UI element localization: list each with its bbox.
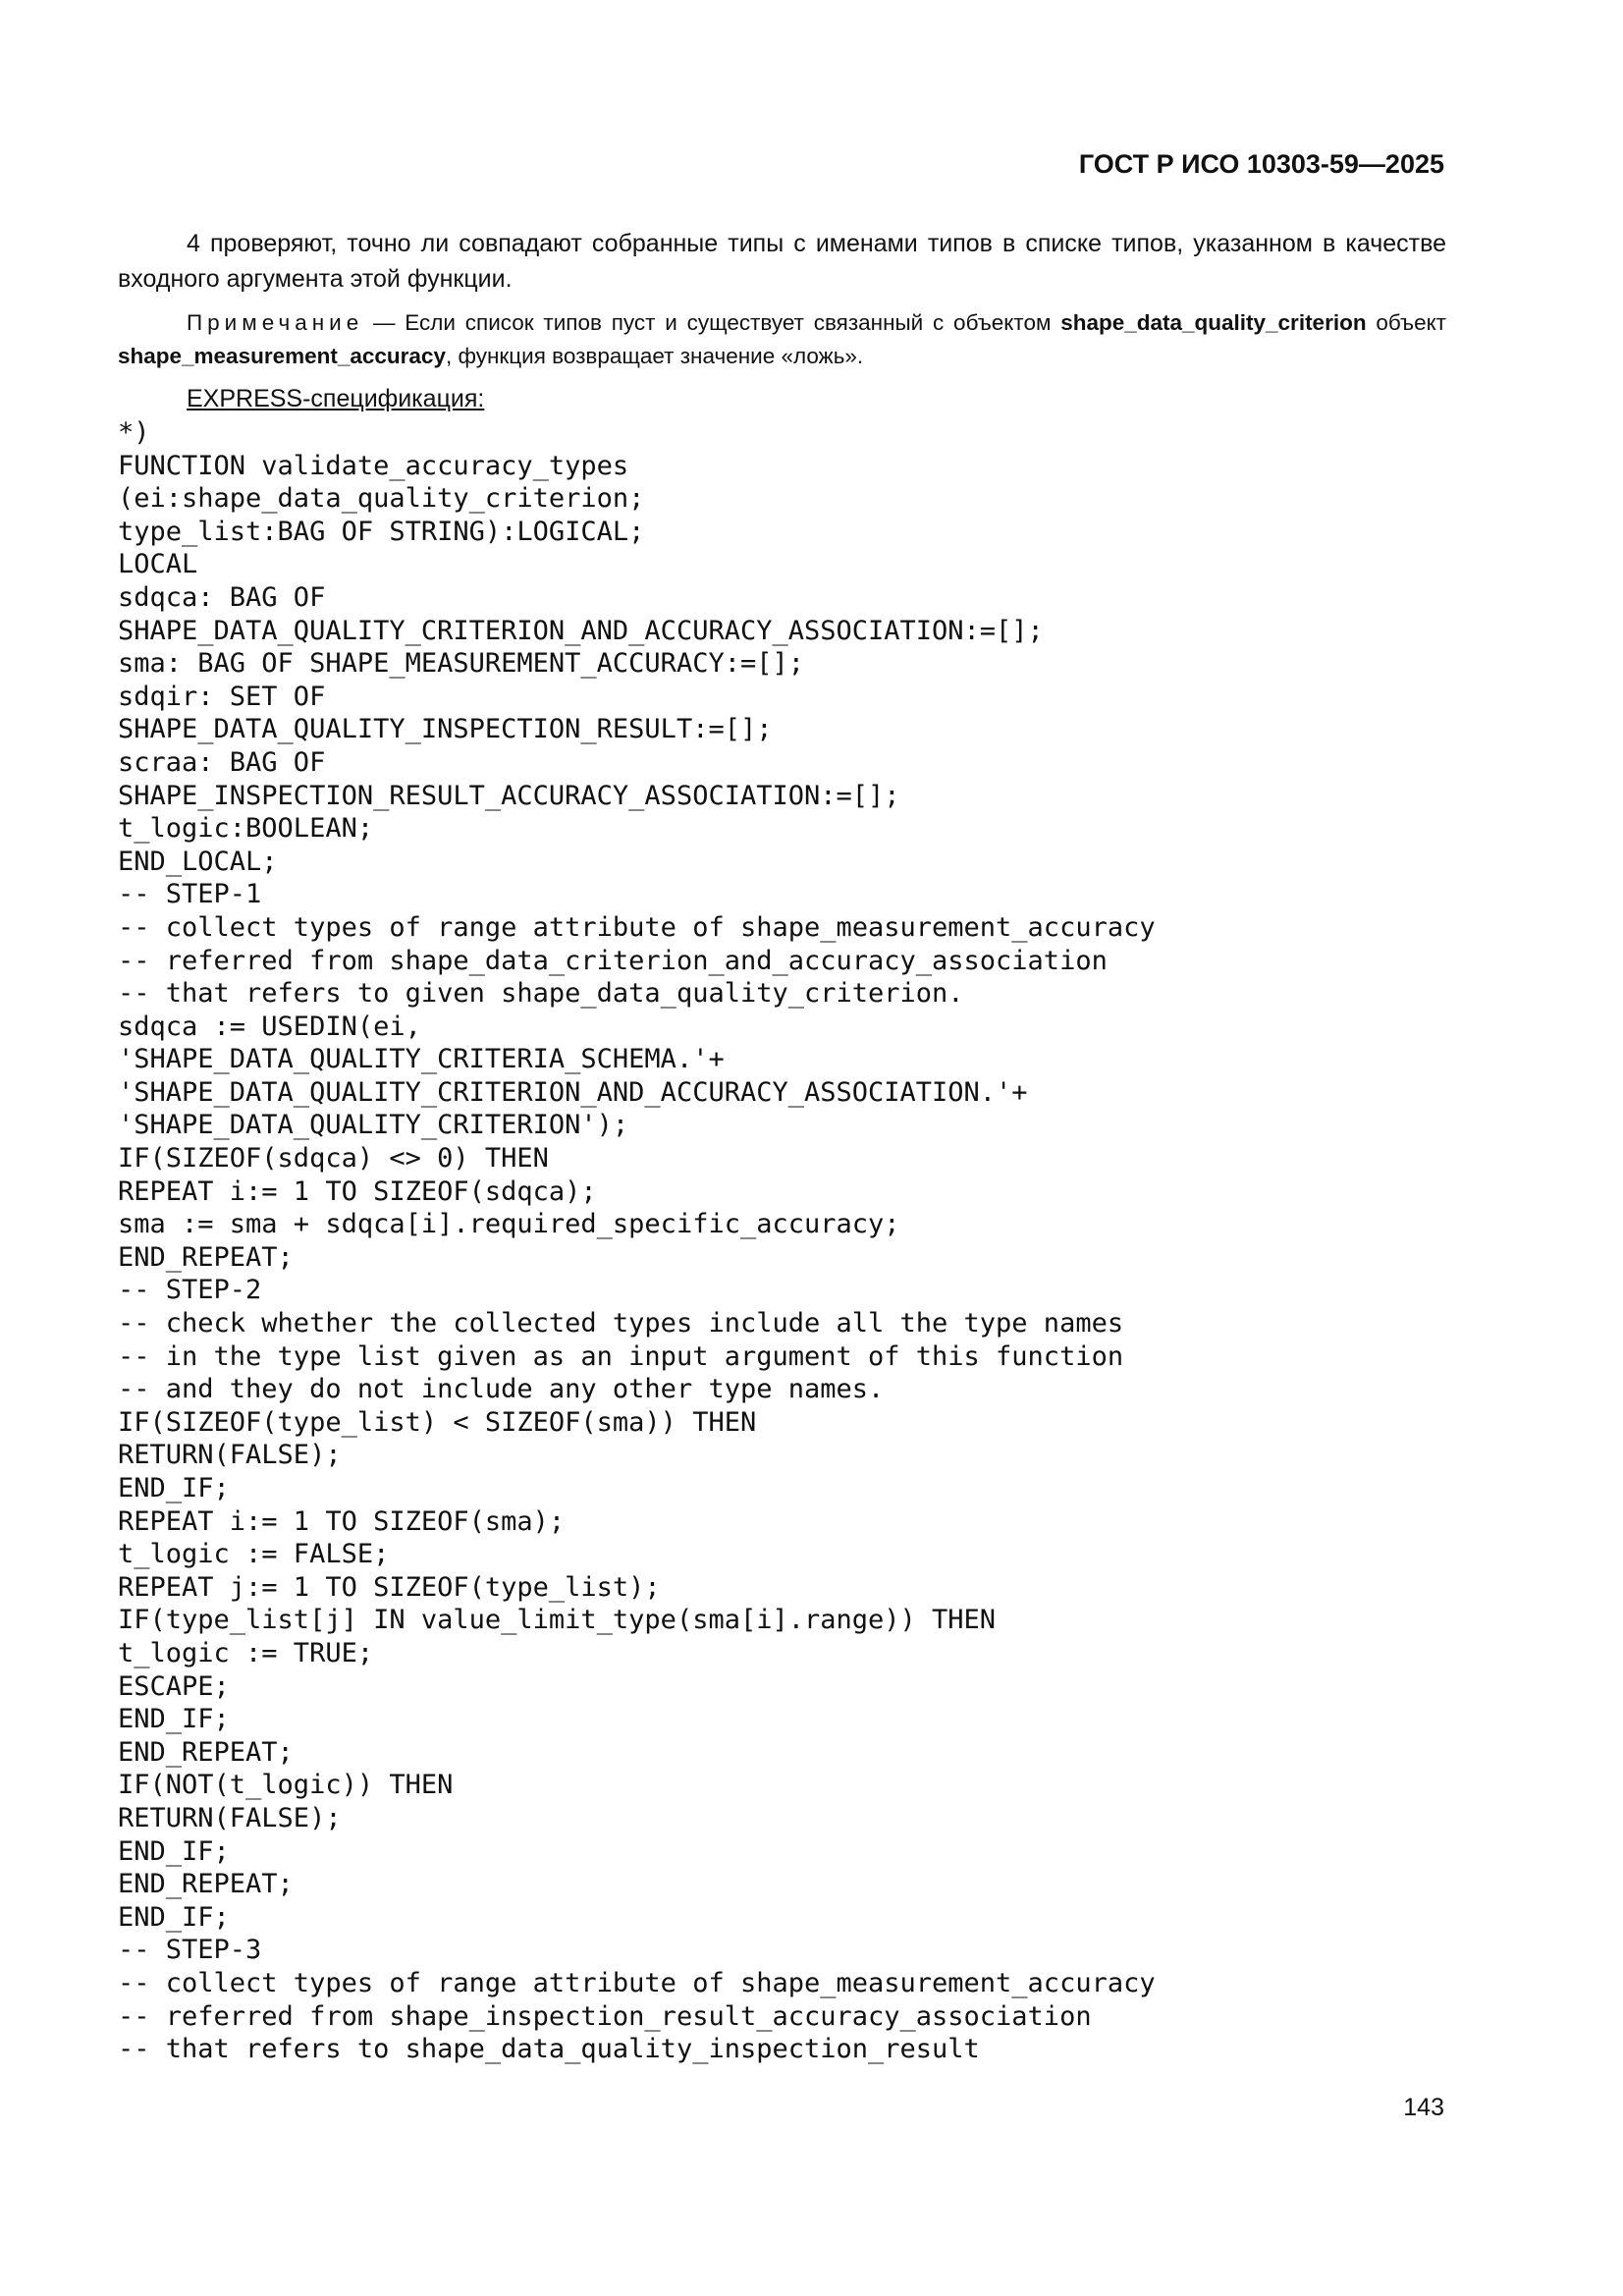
code-line: REPEAT i:= 1 TO SIZEOF(sdqca); — [118, 1175, 597, 1207]
code-line: -- in the type list given as an input argument of this function — [118, 1340, 1124, 1372]
page-number: 143 — [1403, 2094, 1444, 2121]
note-text-3: , функция возвращает значение «ложь». — [445, 344, 864, 368]
code-line: scraa: BAG OF — [118, 746, 326, 778]
code-line: RETURN(FALSE); — [118, 1802, 342, 1833]
note-label: Примечание — [187, 310, 364, 335]
code-line: RETURN(FALSE); — [118, 1440, 342, 1471]
code-line: sdqir: SET OF — [118, 681, 326, 712]
code-line: -- collect types of range attribute of shape_measurement_accuracy — [118, 1967, 1156, 1998]
code-line: 'SHAPE_DATA_QUALITY_CRITERION_AND_ACCURACY_ASSOCIATION.'+ — [118, 1076, 1028, 1108]
note-entity-criterion: shape_data_quality_criterion — [1060, 310, 1367, 335]
code-line: END_REPEAT; — [118, 1241, 294, 1273]
code-line: sdqca: BAG OF — [118, 581, 326, 613]
code-line: -- STEP-2 — [118, 1275, 262, 1306]
code-line: -- referred from shape_inspection_result_accuracy_association — [118, 2000, 1092, 2032]
code-line: IF(SIZEOF(sdqca) <> 0) THEN — [118, 1143, 549, 1175]
express-code-block — [118, 416, 1156, 2066]
code-line: LOCAL — [118, 549, 198, 580]
code-line: END_IF; — [118, 1901, 230, 1933]
code-line: -- referred from shape_data_criterion_and_accuracy_association — [118, 945, 1108, 976]
code-line: (ei:shape_data_quality_criterion; — [118, 483, 645, 515]
code-line: 'SHAPE_DATA_QUALITY_CRITERION'); — [118, 1110, 629, 1141]
code-line: IF(type_list[j] IN value_limit_type(sma[i].range)) THEN — [118, 1605, 997, 1636]
code-line: REPEAT j:= 1 TO SIZEOF(type_list); — [118, 1571, 661, 1603]
code-line: END_REPEAT; — [118, 1869, 294, 1900]
code-line: -- STEP-3 — [118, 1935, 262, 1966]
note-paragraph — [118, 306, 1446, 373]
code-line: -- STEP-1 — [118, 879, 262, 910]
code-line: REPEAT i:= 1 TO SIZEOF(sma); — [118, 1505, 566, 1537]
code-line: t_logic := FALSE; — [118, 1539, 390, 1570]
code-line: SHAPE_DATA_QUALITY_CRITERION_AND_ACCURACY_ASSOCIATION:=[]; — [118, 615, 1044, 646]
code-line: FUNCTION validate_accuracy_types — [118, 450, 629, 481]
code-line: IF(SIZEOF(type_list) < SIZEOF(sma)) THEN — [118, 1406, 757, 1438]
page-header-standard: ГОСТ Р ИСО 10303-59—2025 — [1078, 149, 1444, 179]
express-spec-heading: EXPRESS-спецификация: — [187, 385, 485, 412]
code-line: ESCAPE; — [118, 1670, 230, 1702]
code-line: END_IF; — [118, 1704, 230, 1735]
code-line: SHAPE_INSPECTION_RESULT_ACCURACY_ASSOCIATION:=[]; — [118, 780, 900, 811]
code-line: sma: BAG OF SHAPE_MEASUREMENT_ACCURACY:=[]; — [118, 648, 804, 680]
code-line: 'SHAPE_DATA_QUALITY_CRITERIA_SCHEMA.'+ — [118, 1044, 725, 1075]
code-line: IF(NOT(t_logic)) THEN — [118, 1770, 454, 1801]
code-line: sdqca := USEDIN(ei, — [118, 1011, 421, 1042]
code-line: SHAPE_DATA_QUALITY_INSPECTION_RESULT:=[]; — [118, 714, 773, 745]
code-line: -- check whether the collected types include all the type names — [118, 1308, 1124, 1339]
code-line: END_REPEAT; — [118, 1736, 294, 1768]
code-line: -- collect types of range attribute of shape_measurement_accuracy — [118, 911, 1156, 943]
code-line: -- and they do not include any other type names. — [118, 1374, 885, 1405]
code-line: t_logic:BOOLEAN; — [118, 813, 374, 845]
code-line: t_logic := TRUE; — [118, 1637, 374, 1668]
code-line: END_IF; — [118, 1473, 230, 1503]
code-line: END_LOCAL; — [118, 846, 278, 877]
code-line: sma := sma + sdqca[i].required_specific_accuracy; — [118, 1209, 900, 1240]
note-entity-accuracy: shape_measurement_accuracy — [118, 344, 446, 368]
code-line: -- that refers to shape_data_quality_inspection_result — [118, 2034, 980, 2065]
code-line: type_list:BAG OF STRING):LOGICAL; — [118, 516, 645, 547]
code-line: END_IF; — [118, 1835, 230, 1867]
code-line: -- that refers to given shape_data_quality_criterion. — [118, 978, 964, 1010]
paragraph-step-4: 4 проверяют, точно ли совпадают собранные типы с именами типов в списке типов, указанном в качестве входного аргумента этой функции. — [118, 230, 1446, 293]
note-text-1: — Если список типов пуст и существует связанный с объектом — [363, 310, 1061, 335]
code-line: *) — [118, 417, 150, 448]
note-text-2: объект — [1366, 310, 1446, 335]
